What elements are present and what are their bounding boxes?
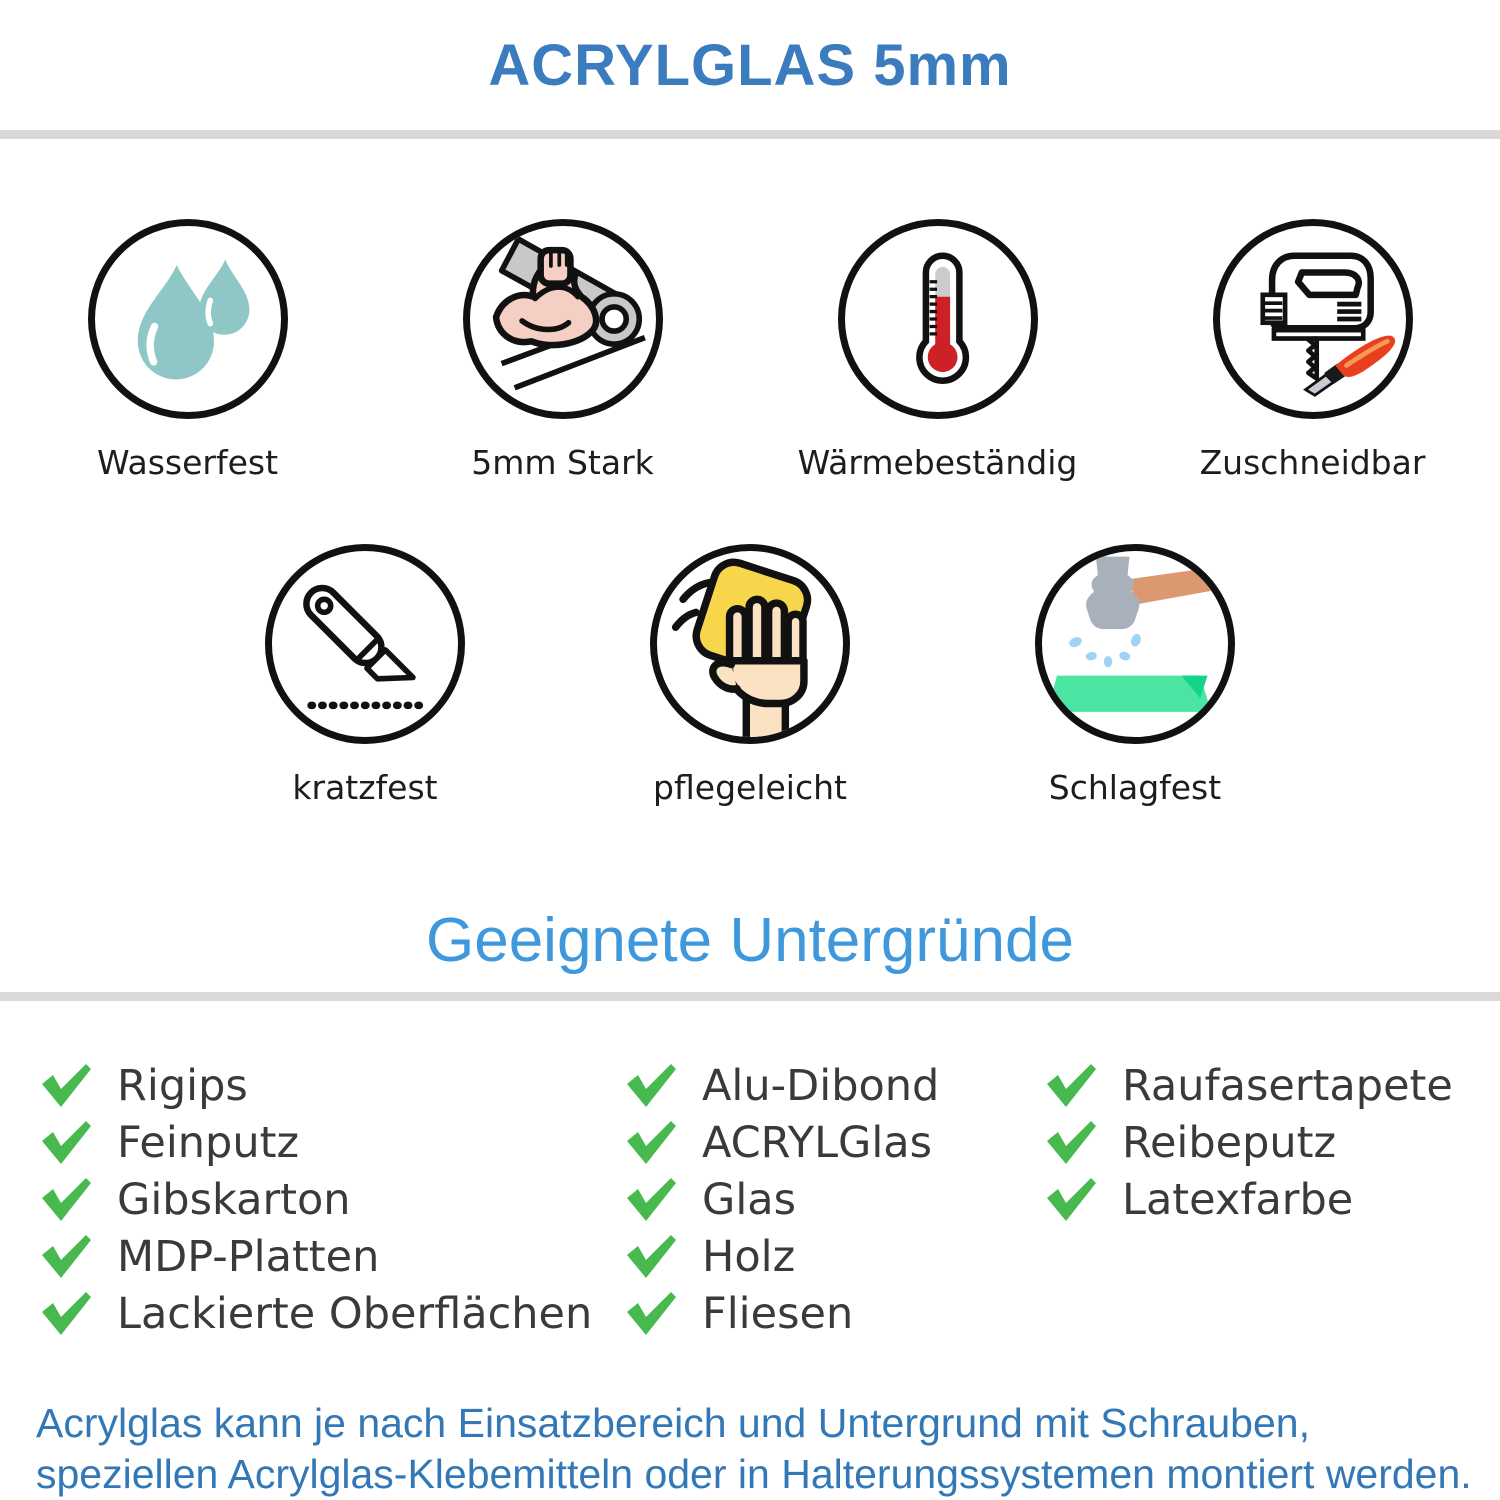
muscle-arm-icon	[470, 226, 656, 412]
substrate-label: Reibeputz	[1122, 1117, 1337, 1168]
checkmark-icon	[625, 1291, 677, 1337]
substrate-label: Rigips	[117, 1060, 248, 1111]
checkmark-icon	[1045, 1177, 1097, 1223]
divider-top	[0, 130, 1500, 139]
water-drops-icon-circle	[88, 219, 288, 419]
list-item	[625, 1171, 1045, 1228]
checkmark-icon	[40, 1177, 92, 1223]
hammer-icon	[1042, 551, 1228, 737]
feature-waermebestaendig	[750, 219, 1125, 482]
checkmark-icon	[625, 1177, 677, 1223]
list-item	[40, 1171, 625, 1228]
feature-kratzfest	[173, 544, 558, 807]
jigsaw-icon-circle	[1213, 219, 1413, 419]
checkmark-icon	[40, 1234, 92, 1280]
substrate-label: ACRYLGlas	[702, 1117, 933, 1168]
feature-5mm-stark	[375, 219, 750, 482]
cleaning-hand-icon	[657, 551, 843, 737]
checkmark-icon	[1045, 1063, 1097, 1109]
substrate-label: Alu-Dibond	[702, 1060, 940, 1111]
substrate-label: Gibskarton	[117, 1174, 351, 1225]
footer-line-2: speziellen Acrylglas-Klebemitteln oder in Halterungssystemen montiert werden.	[36, 1450, 1472, 1497]
feature-zuschneidbar	[1125, 219, 1500, 482]
feature-label-zuschneidbar: Zuschneidbar	[1199, 443, 1426, 482]
list-item	[625, 1228, 1045, 1285]
checkmark-icon	[1045, 1120, 1097, 1166]
features-row-1	[0, 219, 1500, 482]
substrate-label: Fliesen	[702, 1288, 854, 1339]
water-drops-icon	[95, 226, 281, 412]
list-item	[40, 1285, 625, 1342]
feature-pflegeleicht	[558, 544, 943, 807]
checkmark-icon	[40, 1120, 92, 1166]
feature-label-schlagfest: Schlagfest	[1048, 768, 1222, 807]
list-item	[1045, 1057, 1500, 1114]
page-title: ACRYLGLAS 5mm	[488, 32, 1012, 98]
utility-knife-icon	[272, 551, 458, 737]
checkmark-icon	[625, 1234, 677, 1280]
list-item	[625, 1285, 1045, 1342]
feature-schlagfest	[943, 544, 1328, 807]
substrate-label: Holz	[702, 1231, 796, 1282]
thermometer-icon-circle	[838, 219, 1038, 419]
thermometer-icon	[845, 226, 1031, 412]
substrates-list	[0, 1057, 1500, 1342]
utility-knife-icon-circle	[265, 544, 465, 744]
feature-wasserfest	[0, 219, 375, 482]
hammer-icon-circle	[1035, 544, 1235, 744]
footer-note	[0, 1398, 1500, 1500]
checkmark-icon	[625, 1120, 677, 1166]
substrates-column-3	[1045, 1057, 1500, 1342]
feature-label-5mm-stark: 5mm Stark	[471, 443, 654, 482]
header	[0, 0, 1500, 130]
features-row-2	[0, 544, 1500, 807]
list-item	[1045, 1114, 1500, 1171]
footer-line-1: Acrylglas kann je nach Einsatzbereich und Untergrund mit Schrauben,	[36, 1400, 1310, 1446]
list-item	[40, 1057, 625, 1114]
checkmark-icon	[40, 1063, 92, 1109]
list-item	[1045, 1171, 1500, 1228]
section-heading-untergruende: Geeignete Untergründe	[425, 906, 1074, 975]
feature-label-waermebestaendig: Wärmebeständig	[797, 443, 1078, 482]
substrate-label: Raufasertapete	[1122, 1060, 1453, 1111]
substrates-column-1	[40, 1057, 625, 1342]
substrate-label: Glas	[702, 1174, 797, 1225]
list-item	[40, 1228, 625, 1285]
divider-middle	[0, 992, 1500, 1001]
list-item	[40, 1114, 625, 1171]
feature-label-pflegeleicht: pflegeleicht	[653, 768, 847, 807]
checkmark-icon	[625, 1063, 677, 1109]
substrates-column-2	[625, 1057, 1045, 1342]
substrate-label: Feinputz	[117, 1117, 300, 1168]
muscle-arm-icon-circle	[463, 219, 663, 419]
jigsaw-icon	[1220, 226, 1406, 412]
substrate-label: Latexfarbe	[1122, 1174, 1354, 1225]
feature-label-wasserfest: Wasserfest	[96, 443, 279, 482]
checkmark-icon	[40, 1291, 92, 1337]
list-item	[625, 1114, 1045, 1171]
substrate-label: MDP-Platten	[117, 1231, 380, 1282]
cleaning-hand-icon-circle	[650, 544, 850, 744]
substrate-label: Lackierte Oberflächen	[117, 1288, 593, 1339]
feature-label-kratzfest: kratzfest	[292, 768, 438, 807]
list-item	[625, 1057, 1045, 1114]
